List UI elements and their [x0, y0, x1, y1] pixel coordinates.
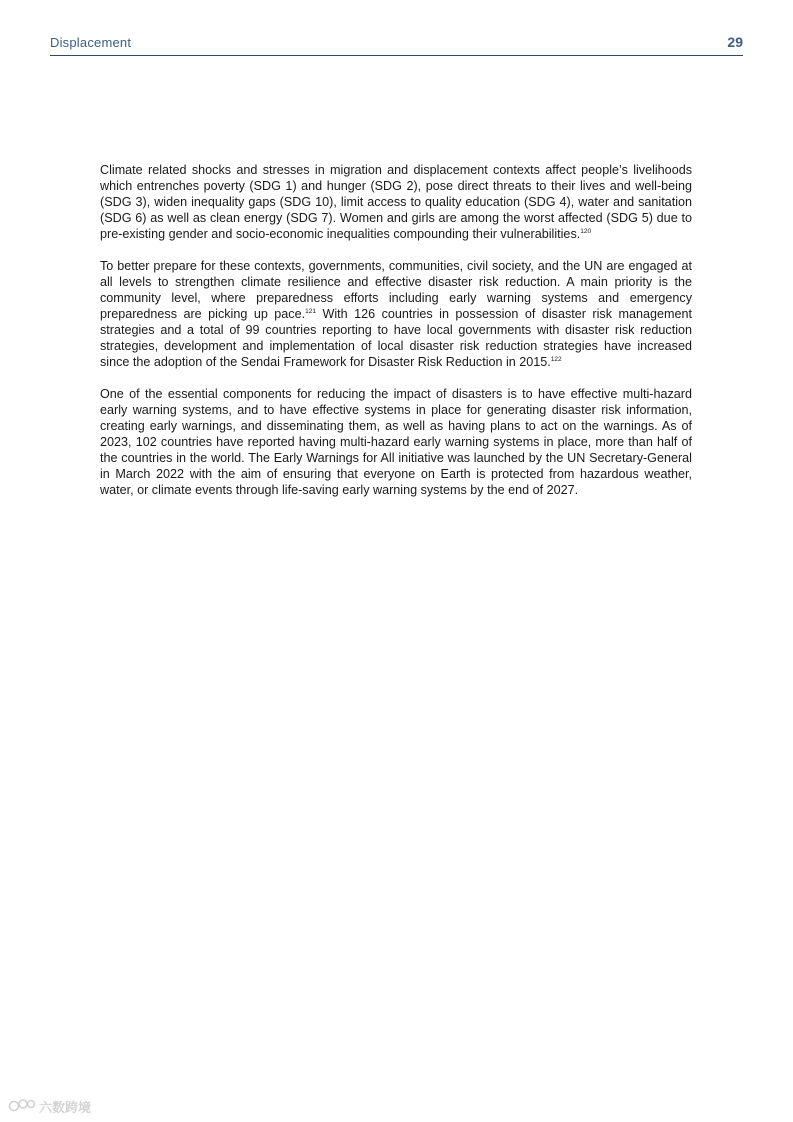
section-title: Displacement: [50, 35, 132, 50]
page-number: 29: [727, 34, 743, 50]
paragraph-2-text-a: To better prepare for these contexts, governments, communities, civil society, and the UN are engaged at all levels to strengthen climate resilience and effective disaster risk reduction. A main priority is the community level, where preparedness efforts including early warning systems and emergency preparedness are picking up pace.: [100, 259, 692, 321]
watermark-logo-icon: [8, 1097, 36, 1115]
footnote-ref-122[interactable]: 122: [550, 356, 562, 363]
paragraph-3: [100, 386, 692, 498]
paragraph-2: [100, 258, 692, 370]
paragraph-1-text: Climate related shocks and stresses in migration and displacement contexts affect people’s livelihoods which entrenches poverty (SDG 1) and hunger (SDG 2), pose direct threats to their lives and well-being (SDG 3), widen inequality gaps (SDG 10), limit access to quality education (SDG 4), water and sanitation (SDG 6) as well as clean energy (SDG 7). Women and girls are among the worst affected (SDG 5) due to pre-existing gender and socio-economic inequalities compounding their vulnerabilities.: [100, 163, 692, 241]
page-header: [50, 33, 743, 56]
watermark-text: 六数跨境: [39, 1100, 92, 1116]
paragraph-1: [100, 162, 692, 242]
body-text: [100, 162, 692, 514]
footnote-ref-121[interactable]: 121: [305, 308, 316, 315]
paragraph-3-text: One of the essential components for reducing the impact of disasters is to have effective multi-hazard early warning systems, and to have effective systems in place for generating disaster risk information, creating early warnings, and disseminating them, as well as having plans to act on the warnings. As of 2023, 102 countries have reported having multi-hazard early warning systems in place, more than half of the countries in the world. The Early Warnings for All initiative was launched by the UN Secretary-General in March 2022 with the aim of ensuring that everyone on Earth is protected from hazardous weather, water, or climate events through life-saving early warning systems by the end of 2027.: [100, 387, 692, 497]
footnote-ref-120[interactable]: 120: [580, 228, 592, 235]
watermark: [8, 1096, 91, 1116]
paragraph-2-text-b: With 126 countries in possession of disaster risk management strategies and a total of 99 countries reporting to have local governments with disaster risk reduction strategies, development and implementation of local disaster risk reduction strategies have increased since the adoption of the Sendai Framework for Disaster Risk Reduction in 2015.: [100, 307, 692, 369]
